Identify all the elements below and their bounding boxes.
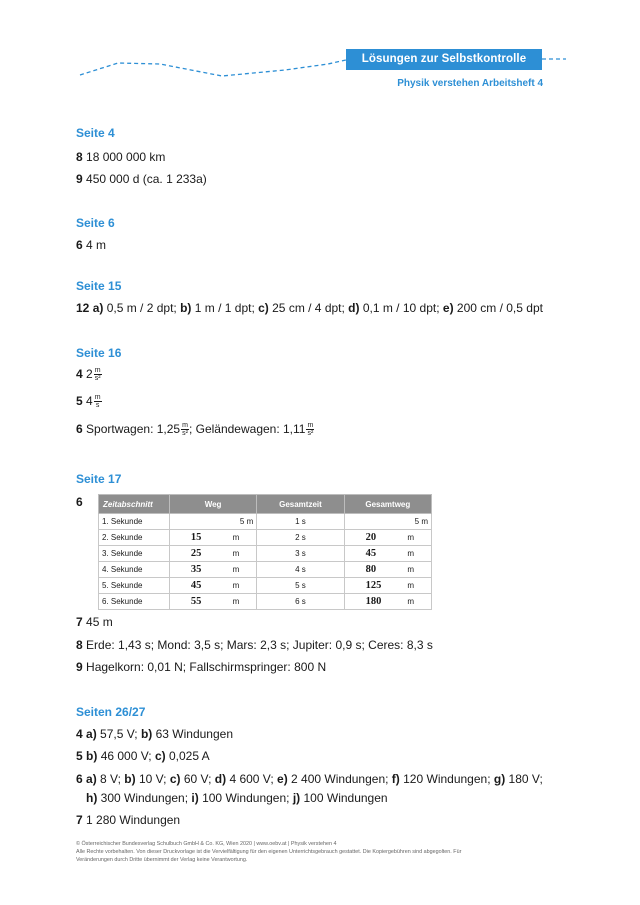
section-heading-seite-4: Seite 4 — [76, 126, 115, 140]
answer-text: 0,025 A — [165, 749, 210, 763]
answer-text: 4 600 V; — [226, 772, 278, 786]
task-number: 7 — [76, 813, 83, 827]
answer-text: 450 000 d (ca. 1 233a) — [82, 172, 207, 186]
answer-text: 46 000 V; — [97, 749, 155, 763]
task-number: 9 — [76, 660, 83, 674]
answer-text: 25 cm / 4 dpt; — [268, 301, 349, 315]
answer-text: 2 400 Windungen; — [287, 772, 392, 786]
sub-label: b) — [124, 772, 136, 786]
handwritten-value: 45 — [190, 580, 202, 591]
table-row — [99, 594, 432, 610]
header-title: Lösungen zur Selbstkontrolle — [346, 49, 542, 70]
answer-text: Sportwagen: 1,25 — [82, 422, 181, 436]
sub-label: g) — [493, 772, 506, 786]
handwritten-value: 125 — [365, 580, 382, 591]
answer-text: 4 — [82, 394, 93, 408]
sub-label: e) — [442, 301, 454, 315]
sub-label: j) — [292, 791, 301, 805]
handwritten-value: 45 — [365, 548, 377, 559]
footer-line: © Österreichischer Bundesverlag Schulbuch GmbH & Co. KG, Wien 2020 | www.oebv.at | Physik verstehen 4 — [76, 841, 337, 847]
answer-line — [76, 749, 210, 763]
task-number: 4 — [76, 727, 83, 741]
answer-line — [76, 727, 233, 741]
sub-label: a) — [92, 301, 104, 315]
cell-gesamtzeit: 4 s — [257, 562, 344, 578]
section-heading-seite-17: Seite 17 — [76, 472, 122, 486]
task-number: 5 — [76, 394, 83, 408]
answer-line-continued — [86, 791, 388, 805]
answer-text: 57,5 V; — [96, 727, 141, 741]
answer-line — [76, 422, 314, 437]
cell-gesamtweg — [344, 562, 431, 578]
unit-fraction — [94, 367, 102, 382]
cell-zeitabschnitt: 5. Sekunde — [99, 578, 170, 594]
task-number: 6 — [76, 495, 83, 509]
answer-text: 0,5 m / 2 dpt; — [103, 301, 181, 315]
sub-label: b) — [86, 749, 98, 763]
cell-zeitabschnitt: 1. Sekunde — [99, 514, 170, 530]
sub-label: a) — [86, 772, 97, 786]
unit-label: m — [232, 581, 240, 590]
task-number-table — [76, 495, 83, 509]
answer-line — [76, 301, 543, 315]
answer-text: 120 Windungen; — [399, 772, 494, 786]
answer-text: 8 V; — [96, 772, 125, 786]
answer-line — [76, 238, 106, 252]
handwritten-value: 15 — [190, 532, 202, 543]
cell-weg — [169, 562, 256, 578]
answer-line — [76, 172, 207, 186]
cell-weg — [169, 578, 256, 594]
answer-text: 18 000 000 km — [82, 150, 166, 164]
task-number: 9 — [76, 172, 83, 186]
column-header: Zeitabschnitt — [99, 495, 170, 514]
handwritten-value: 180 — [365, 596, 382, 607]
answer-text: Erde: 1,43 s; Mond: 3,5 s; Mars: 2,3 s; Jupiter: 0,9 s; Ceres: 8,3 s — [82, 638, 433, 652]
answer-text: 200 cm / 0,5 dpt — [453, 301, 543, 315]
handwritten-value: 55 — [190, 596, 202, 607]
answer-line — [76, 615, 113, 629]
sub-label: i) — [191, 791, 199, 805]
answer-text: 180 V; — [505, 772, 543, 786]
task-number: 7 — [76, 615, 83, 629]
answer-line — [76, 150, 165, 164]
sub-label: d) — [214, 772, 227, 786]
unit-label: m — [407, 549, 414, 558]
cell-weg — [169, 514, 256, 530]
table-row — [99, 514, 432, 530]
answer-text: Hagelkorn: 0,01 N; Fallschirmspringer: 800 N — [82, 660, 327, 674]
unit-fraction — [94, 394, 102, 409]
answer-line — [76, 367, 102, 382]
answer-line — [76, 813, 180, 827]
cell-gesamtweg — [344, 546, 431, 562]
unit-label: m — [232, 533, 240, 542]
footer-line: Alle Rechte vorbehalten. Von dieser Druckvorlage ist die Vervielfältigung für den eigenen Unterrichtsgebrauch gestattet. Die Kopiergebühren sind abgegolten. Für — [76, 849, 462, 855]
sub-label: a) — [86, 727, 97, 741]
answer-line — [76, 660, 326, 674]
task-number: 4 — [76, 367, 83, 381]
fraction-denominator: s² — [182, 430, 188, 438]
handwritten-value: 80 — [365, 564, 377, 575]
answer-text: 4 m — [82, 238, 107, 252]
task-number: 12 — [76, 301, 90, 315]
answer-text: 100 Windungen — [300, 791, 388, 805]
cell-gesamtzeit: 3 s — [257, 546, 344, 562]
answer-text: 100 Windungen; — [198, 791, 293, 805]
sub-label: b) — [140, 727, 153, 741]
cell-gesamtweg — [344, 530, 431, 546]
unit-label: m — [232, 565, 240, 574]
fraction-numerator: m — [94, 367, 101, 375]
sub-label: b) — [180, 301, 192, 315]
cell-gesamtweg — [344, 514, 431, 530]
answer-text: 1 280 Windungen — [82, 813, 181, 827]
task-number: 5 — [76, 749, 83, 763]
answer-line — [76, 638, 433, 652]
unit-label: m — [407, 581, 414, 590]
cell-gesamtweg — [344, 578, 431, 594]
unit-label: m — [407, 533, 414, 542]
answer-text: 1 m / 1 dpt; — [191, 301, 259, 315]
handwritten-value: 20 — [365, 532, 377, 543]
answer-text: 45 m — [82, 615, 113, 629]
table-row — [99, 546, 432, 562]
answer-text: 0,1 m / 10 dpt; — [359, 301, 443, 315]
table-row — [99, 530, 432, 546]
cell-zeitabschnitt: 2. Sekunde — [99, 530, 170, 546]
column-header: Gesamtweg — [344, 495, 431, 514]
unit-label: m — [232, 597, 240, 606]
handwritten-value: 25 — [190, 548, 202, 559]
task-number: 6 — [76, 422, 83, 436]
fraction-numerator: m — [94, 394, 101, 402]
cell-value: 5 m — [414, 517, 428, 526]
table-header-row — [99, 495, 432, 514]
column-header: Weg — [169, 495, 256, 514]
cell-zeitabschnitt: 4. Sekunde — [99, 562, 170, 578]
cell-value: 5 m — [239, 517, 254, 526]
cell-gesamtzeit: 1 s — [257, 514, 344, 530]
answer-line — [76, 772, 543, 786]
fraction-numerator: m — [307, 422, 314, 430]
unit-fraction — [181, 422, 189, 437]
section-heading-seiten-26-27: Seiten 26/27 — [76, 705, 146, 719]
section-heading-seite-15: Seite 15 — [76, 279, 122, 293]
cell-weg — [169, 594, 256, 610]
cell-zeitabschnitt: 3. Sekunde — [99, 546, 170, 562]
fraction-denominator: s² — [307, 430, 314, 438]
motion-table — [98, 494, 432, 610]
sub-label: d) — [348, 301, 360, 315]
cell-gesamtweg — [344, 594, 431, 610]
section-heading-seite-16: Seite 16 — [76, 346, 122, 360]
header-subtitle: Physik verstehen Arbeitsheft 4 — [397, 78, 543, 89]
unit-fraction — [306, 422, 314, 437]
unit-label: m — [407, 597, 414, 606]
cell-gesamtzeit: 5 s — [257, 578, 344, 594]
task-number: 6 — [76, 772, 83, 786]
footer-copyright — [76, 840, 566, 864]
footer-line: Veränderungen durch Dritte übernimmt der Verlag keine Verantwortung. — [76, 857, 248, 863]
table-row — [99, 562, 432, 578]
sub-label: c) — [169, 772, 181, 786]
answer-text: ; Geländewagen: 1,11 — [188, 422, 306, 436]
cell-weg — [169, 546, 256, 562]
task-number: 8 — [76, 638, 83, 652]
sub-label: h) — [86, 791, 98, 805]
unit-label: m — [407, 565, 414, 574]
task-number: 8 — [76, 150, 83, 164]
cell-zeitabschnitt: 6. Sekunde — [99, 594, 170, 610]
fraction-denominator: s — [95, 402, 100, 410]
sub-label: c) — [258, 301, 269, 315]
column-header: Gesamtzeit — [257, 495, 344, 514]
answer-text: 10 V; — [135, 772, 170, 786]
fraction-numerator: m — [182, 422, 188, 430]
section-heading-seite-6: Seite 6 — [76, 216, 115, 230]
cell-gesamtzeit: 6 s — [257, 594, 344, 610]
sub-label: e) — [277, 772, 288, 786]
cell-weg — [169, 530, 256, 546]
task-number: 6 — [76, 238, 83, 252]
unit-label: m — [232, 549, 240, 558]
answer-text: 63 Windungen — [152, 727, 234, 741]
sub-label: c) — [154, 749, 166, 763]
cell-gesamtzeit: 2 s — [257, 530, 344, 546]
header-decoration — [0, 0, 640, 100]
fraction-denominator: s² — [94, 375, 101, 383]
answer-text: 60 V; — [180, 772, 215, 786]
answer-text: 2 — [82, 367, 93, 381]
sub-label: f) — [391, 772, 400, 786]
handwritten-value: 35 — [190, 564, 202, 575]
table-row — [99, 578, 432, 594]
answer-text: 300 Windungen; — [97, 791, 192, 805]
answer-line — [76, 394, 102, 409]
